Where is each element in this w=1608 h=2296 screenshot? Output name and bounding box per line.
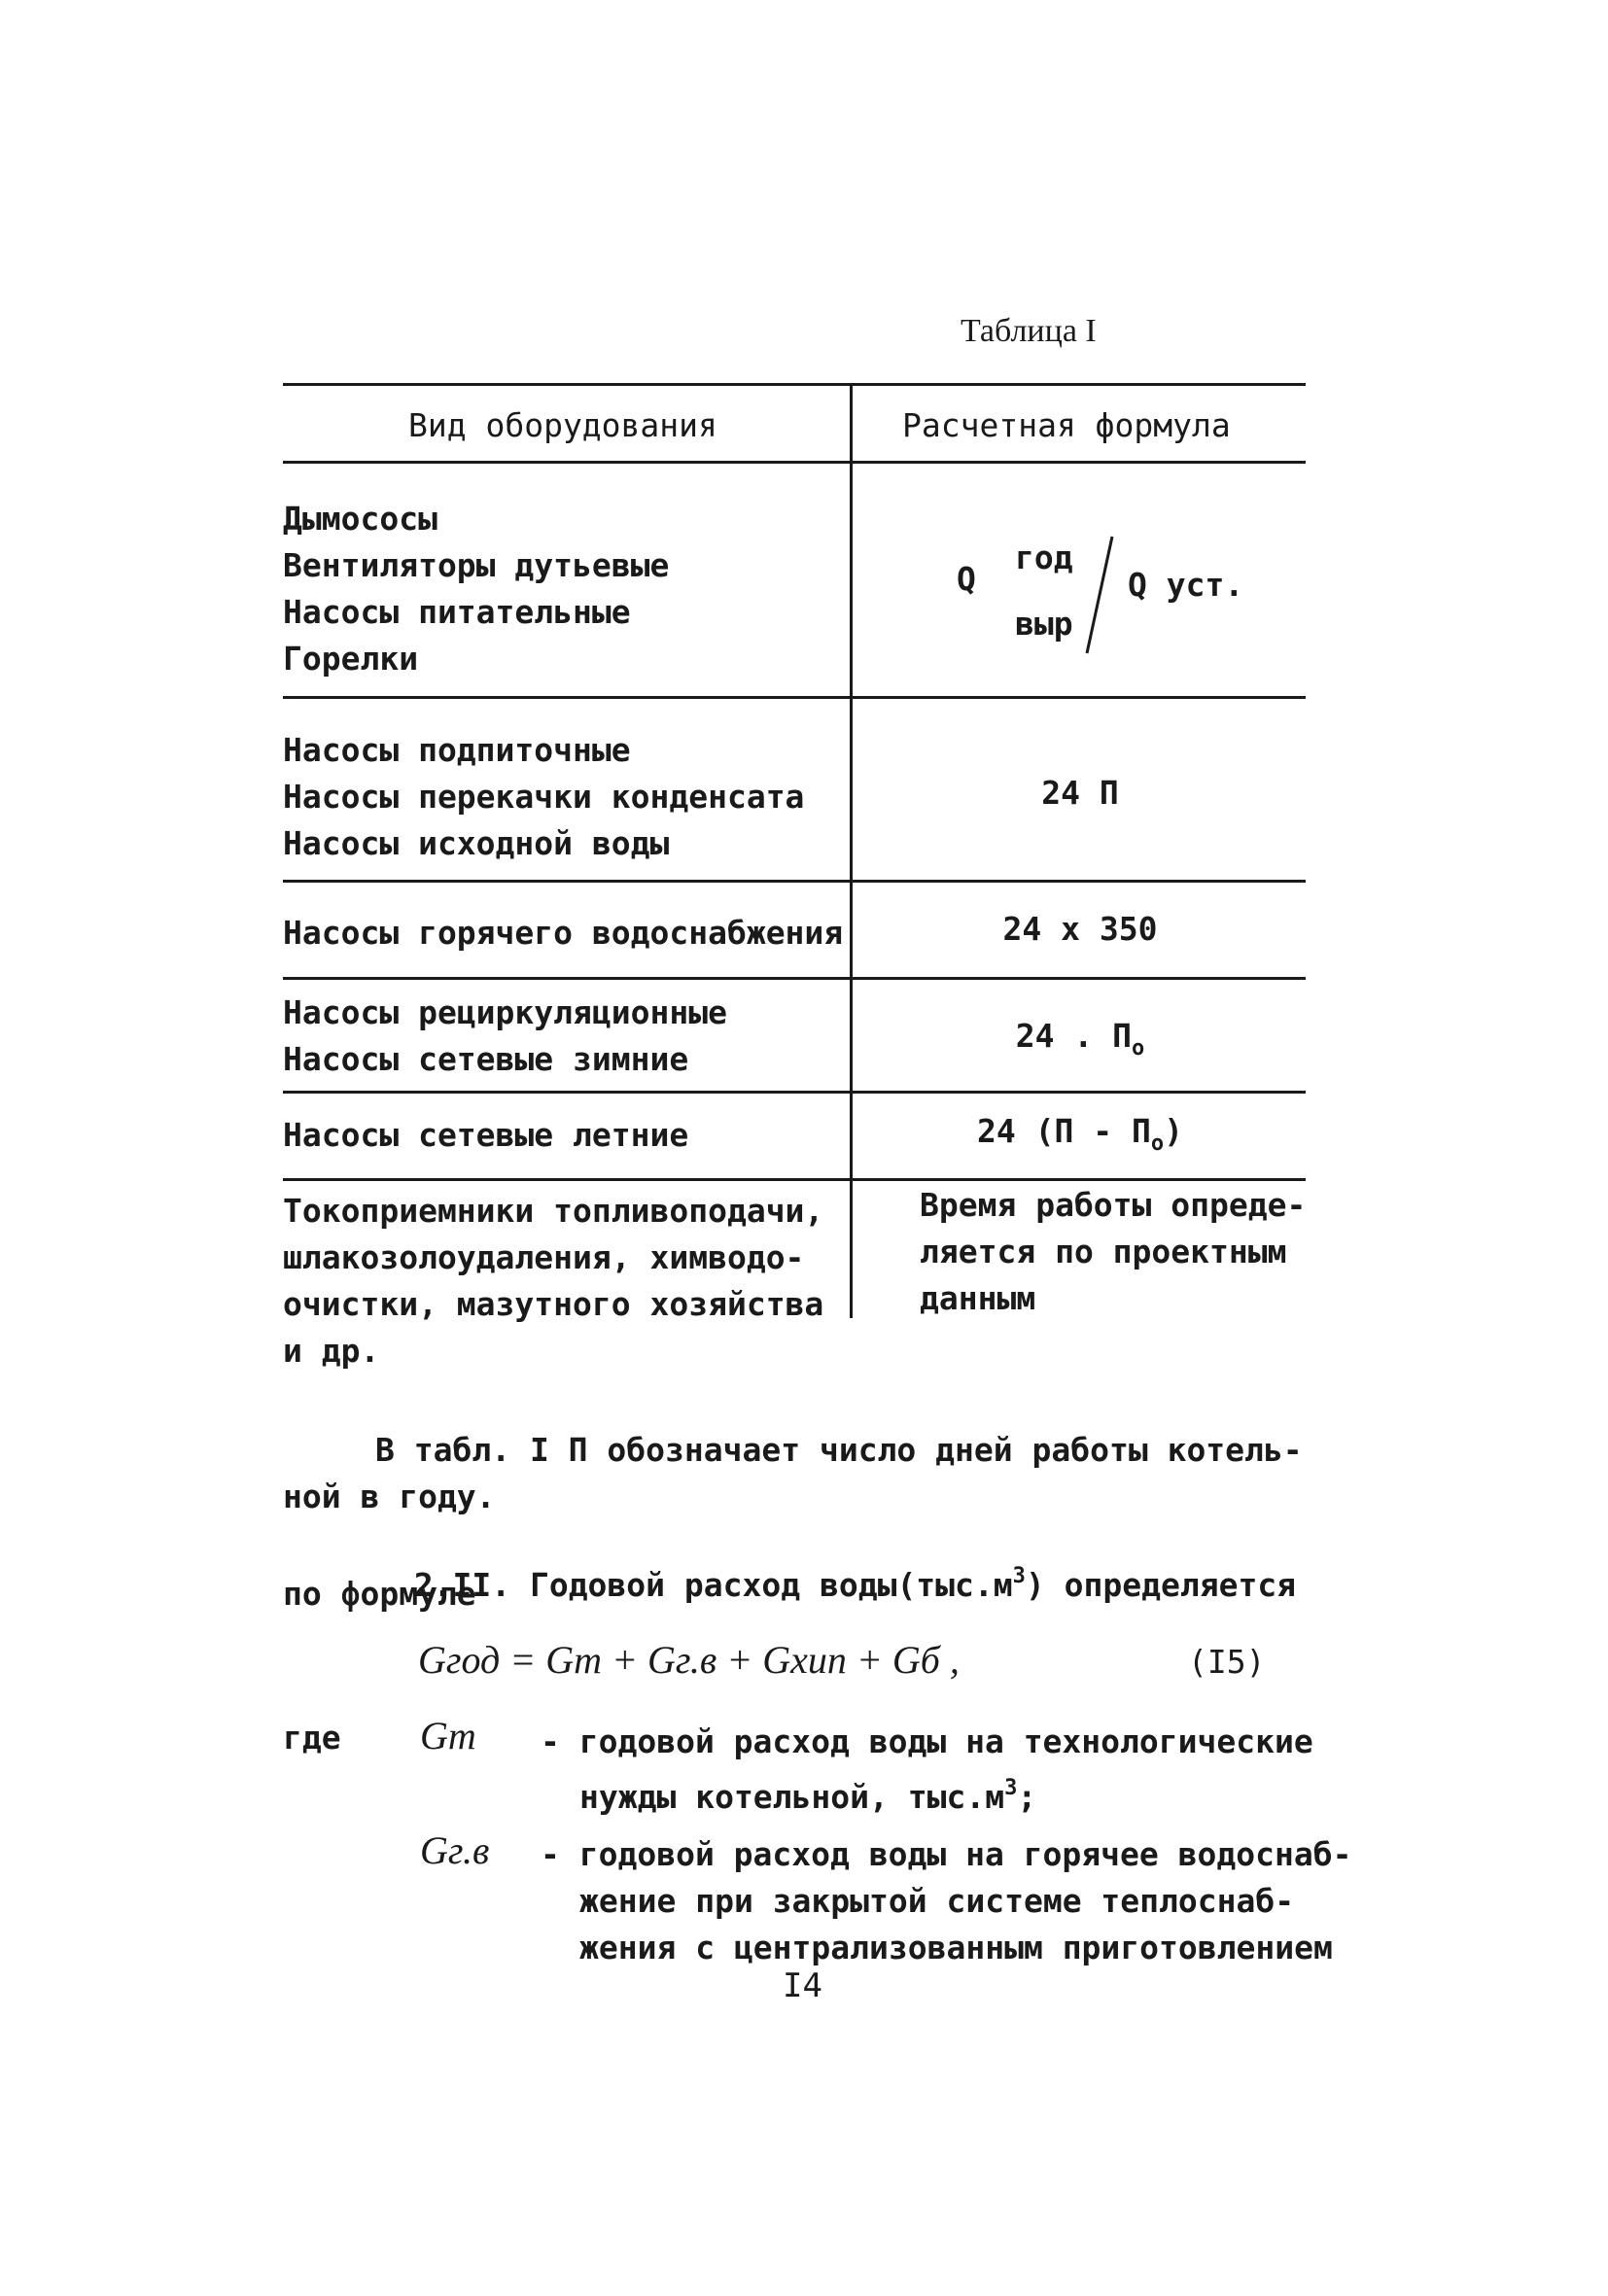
formula-text-line: ляется по проектным <box>920 1233 1287 1270</box>
section-line-1 <box>375 1526 1296 1604</box>
formula-main: 24 (П - П <box>977 1112 1151 1150</box>
formula-ratio <box>933 533 1264 659</box>
equipment-item: Насосы горячего водоснабжения <box>283 914 844 952</box>
table-top-rule <box>283 383 1306 386</box>
unit-superscript: 3 <box>1012 1564 1026 1588</box>
equipment-item: шлакозолоудаления, химводо- <box>283 1238 805 1276</box>
definition-line: жение при закрытой системе теплоснаб- <box>579 1882 1295 1920</box>
unit-superscript: 3 <box>1004 1776 1018 1800</box>
row-rule-5 <box>283 1178 1306 1181</box>
header-bottom-rule <box>283 461 1306 464</box>
equipment-item: Насосы питательные <box>283 593 631 631</box>
formula-vyr-label: выр <box>1015 605 1073 643</box>
formula-cell: 24 х 350 <box>1002 910 1158 948</box>
formula-cell: 24 П <box>1041 774 1119 812</box>
table-row <box>283 496 669 682</box>
header-equipment: Вид оборудования <box>408 406 717 444</box>
table-row <box>283 1188 823 1374</box>
table-row <box>283 1112 688 1159</box>
formula-text-line: Время работы опреде- <box>920 1186 1307 1224</box>
definition-line: - годовой расход воды на технологические <box>541 1722 1313 1760</box>
formula-subscript: о <box>1131 1036 1145 1061</box>
equipment-item: Токоприемники топливоподачи, <box>283 1192 824 1230</box>
equipment-item: очистки, мазутного хозяйства <box>283 1285 824 1323</box>
definition-tail: ; <box>1017 1778 1037 1816</box>
equipment-item: Горелки <box>283 640 419 678</box>
note-line-2: ной в году. <box>283 1478 496 1515</box>
equipment-item: Дымососы <box>283 500 437 538</box>
section-text: 2.II. Годовой расход воды(тыс.м <box>413 1566 1013 1604</box>
definition-line: жения с централизованным приготовлением <box>579 1929 1333 1966</box>
note-line-1: В табл. I П обозначает число дней работы котель- <box>375 1431 1303 1469</box>
equipment-item: Насосы исходной воды <box>283 824 670 862</box>
row-rule-1 <box>283 696 1306 699</box>
equipment-item: и др. <box>283 1332 380 1370</box>
symbol-ggv: Gг.в <box>420 1828 490 1872</box>
formula-tail: ) <box>1164 1112 1183 1150</box>
table-row <box>283 727 804 867</box>
section-line-2: по формуле <box>283 1575 476 1613</box>
row-rule-4 <box>283 1091 1306 1094</box>
formula-q-annual: Q <box>957 560 976 598</box>
definition-text: нужды котельной, тыс.м <box>579 1778 1005 1816</box>
section-text-post: ) определяется <box>1025 1566 1297 1604</box>
row-rule-3 <box>283 977 1306 980</box>
formula-main: 24 . П <box>1015 1017 1132 1055</box>
equipment-item: Насосы подпиточные <box>283 731 631 769</box>
main-formula: Gгод = Gт + Gг.в + Gхип + Gб , <box>418 1638 960 1682</box>
equipment-item: Насосы рециркуляционные <box>283 993 727 1031</box>
table-caption: Таблица I <box>961 313 1097 349</box>
definition-ggv <box>541 1831 1351 1971</box>
definition-line <box>541 1765 1313 1821</box>
formula-number: (I5) <box>1188 1643 1266 1681</box>
equipment-item: Насосы перекачки конденсата <box>283 778 805 816</box>
formula-god-label: год <box>1015 539 1073 576</box>
equipment-item: Вентиляторы дутьевые <box>283 546 670 584</box>
formula-q-installed: Q уст. <box>1128 566 1244 604</box>
where-label: где <box>283 1719 341 1757</box>
table-row <box>283 910 843 957</box>
formula-subscript: о <box>1150 1131 1165 1156</box>
equipment-item: Насосы сетевые зимние <box>283 1040 689 1078</box>
formula-slash <box>1079 533 1118 659</box>
row-rule-2 <box>283 880 1306 883</box>
table-row <box>283 990 727 1083</box>
formula-cell <box>852 1017 1309 1061</box>
header-formula: Расчетная формула <box>902 406 1231 444</box>
formula-text-line: данным <box>920 1279 1036 1317</box>
formula-cell-text <box>920 1182 1306 1322</box>
equipment-item: Насосы сетевые летние <box>283 1116 689 1154</box>
symbol-gt: Gт <box>420 1714 476 1757</box>
formula-cell <box>852 1112 1309 1156</box>
definition-gt <box>541 1719 1313 1821</box>
page-number: I4 <box>783 1966 822 2005</box>
definition-line: - годовой расход воды на горячее водоснаб- <box>541 1835 1352 1873</box>
